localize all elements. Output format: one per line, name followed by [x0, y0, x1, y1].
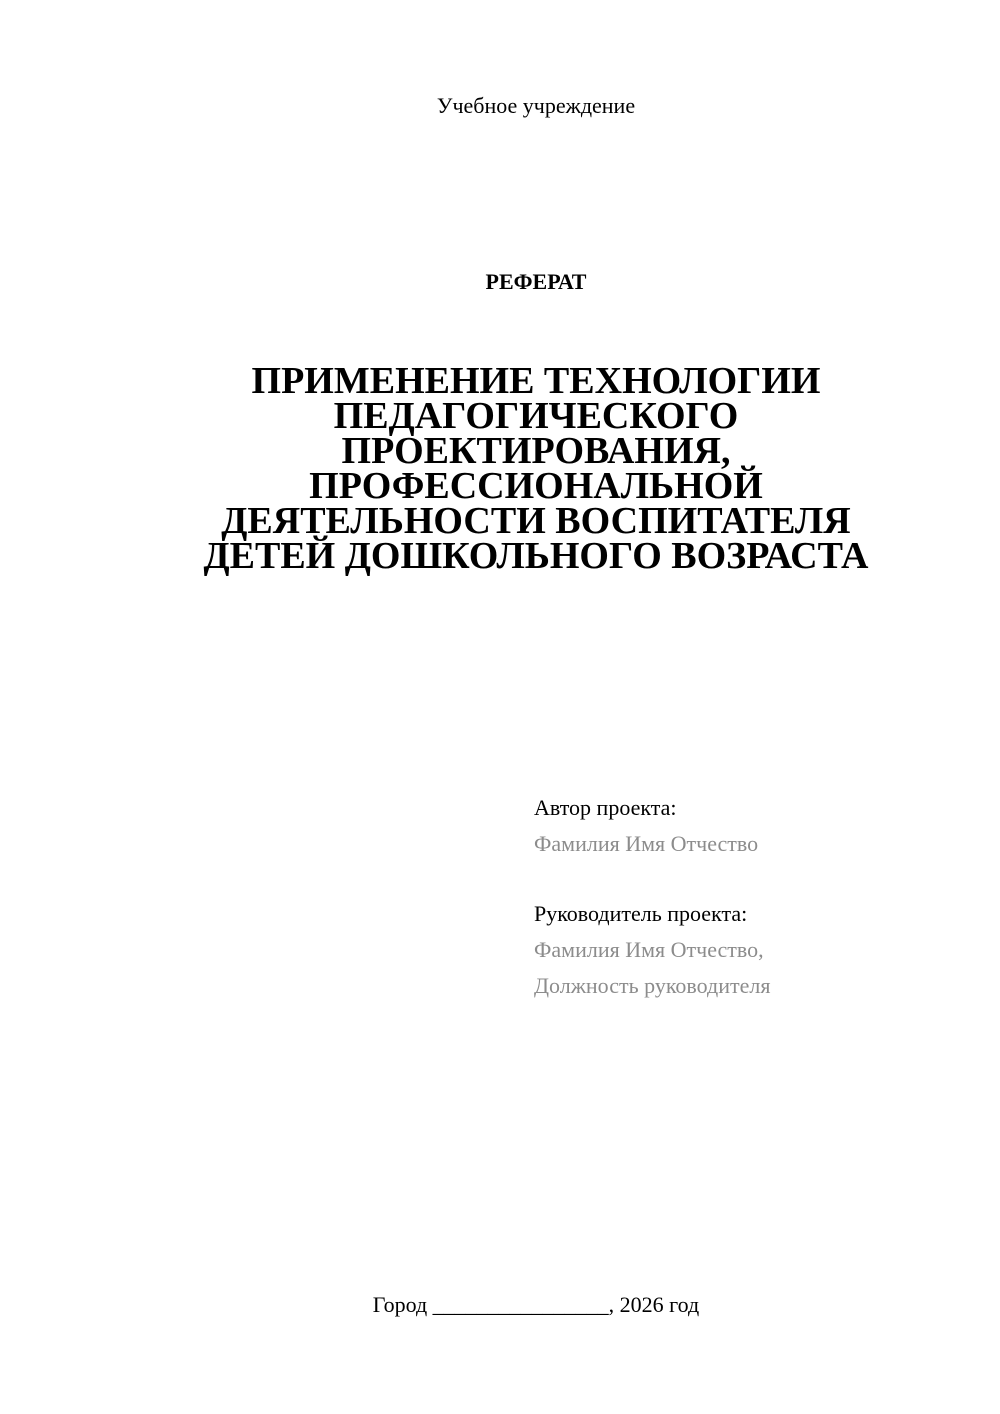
spacer — [534, 862, 770, 896]
document-title — [150, 360, 922, 577]
title-line: ПРОФЕССИОНАЛЬНОЙ — [309, 465, 763, 507]
author-label: Автор проекта: — [534, 795, 677, 820]
credits-block — [534, 790, 770, 1004]
supervisor-name: Фамилия Имя Отчество, — [534, 937, 764, 962]
supervisor-label: Руководитель проекта: — [534, 901, 748, 926]
title-line: ПРИМЕНЕНИЕ ТЕХНОЛОГИИ — [251, 360, 821, 402]
title-line: ДЕЯТЕЛЬНОСТИ ВОСПИТАТЕЛЯ — [221, 500, 851, 542]
title-line: ПЕДАГОГИЧЕСКОГО — [333, 395, 739, 437]
author-name: Фамилия Имя Отчество — [534, 831, 759, 856]
title-line: ДЕТЕЙ ДОШКОЛЬНОГО ВОЗРАСТА — [203, 535, 869, 577]
city-year-line: Город ________________, 2026 год — [372, 1292, 700, 1317]
title-line: ПРОЕКТИРОВАНИЯ, — [341, 430, 731, 472]
supervisor-position: Должность руководителя — [534, 973, 771, 998]
institution-name: Учебное учреждение — [436, 93, 636, 118]
document-type: РЕФЕРАТ — [485, 269, 587, 294]
